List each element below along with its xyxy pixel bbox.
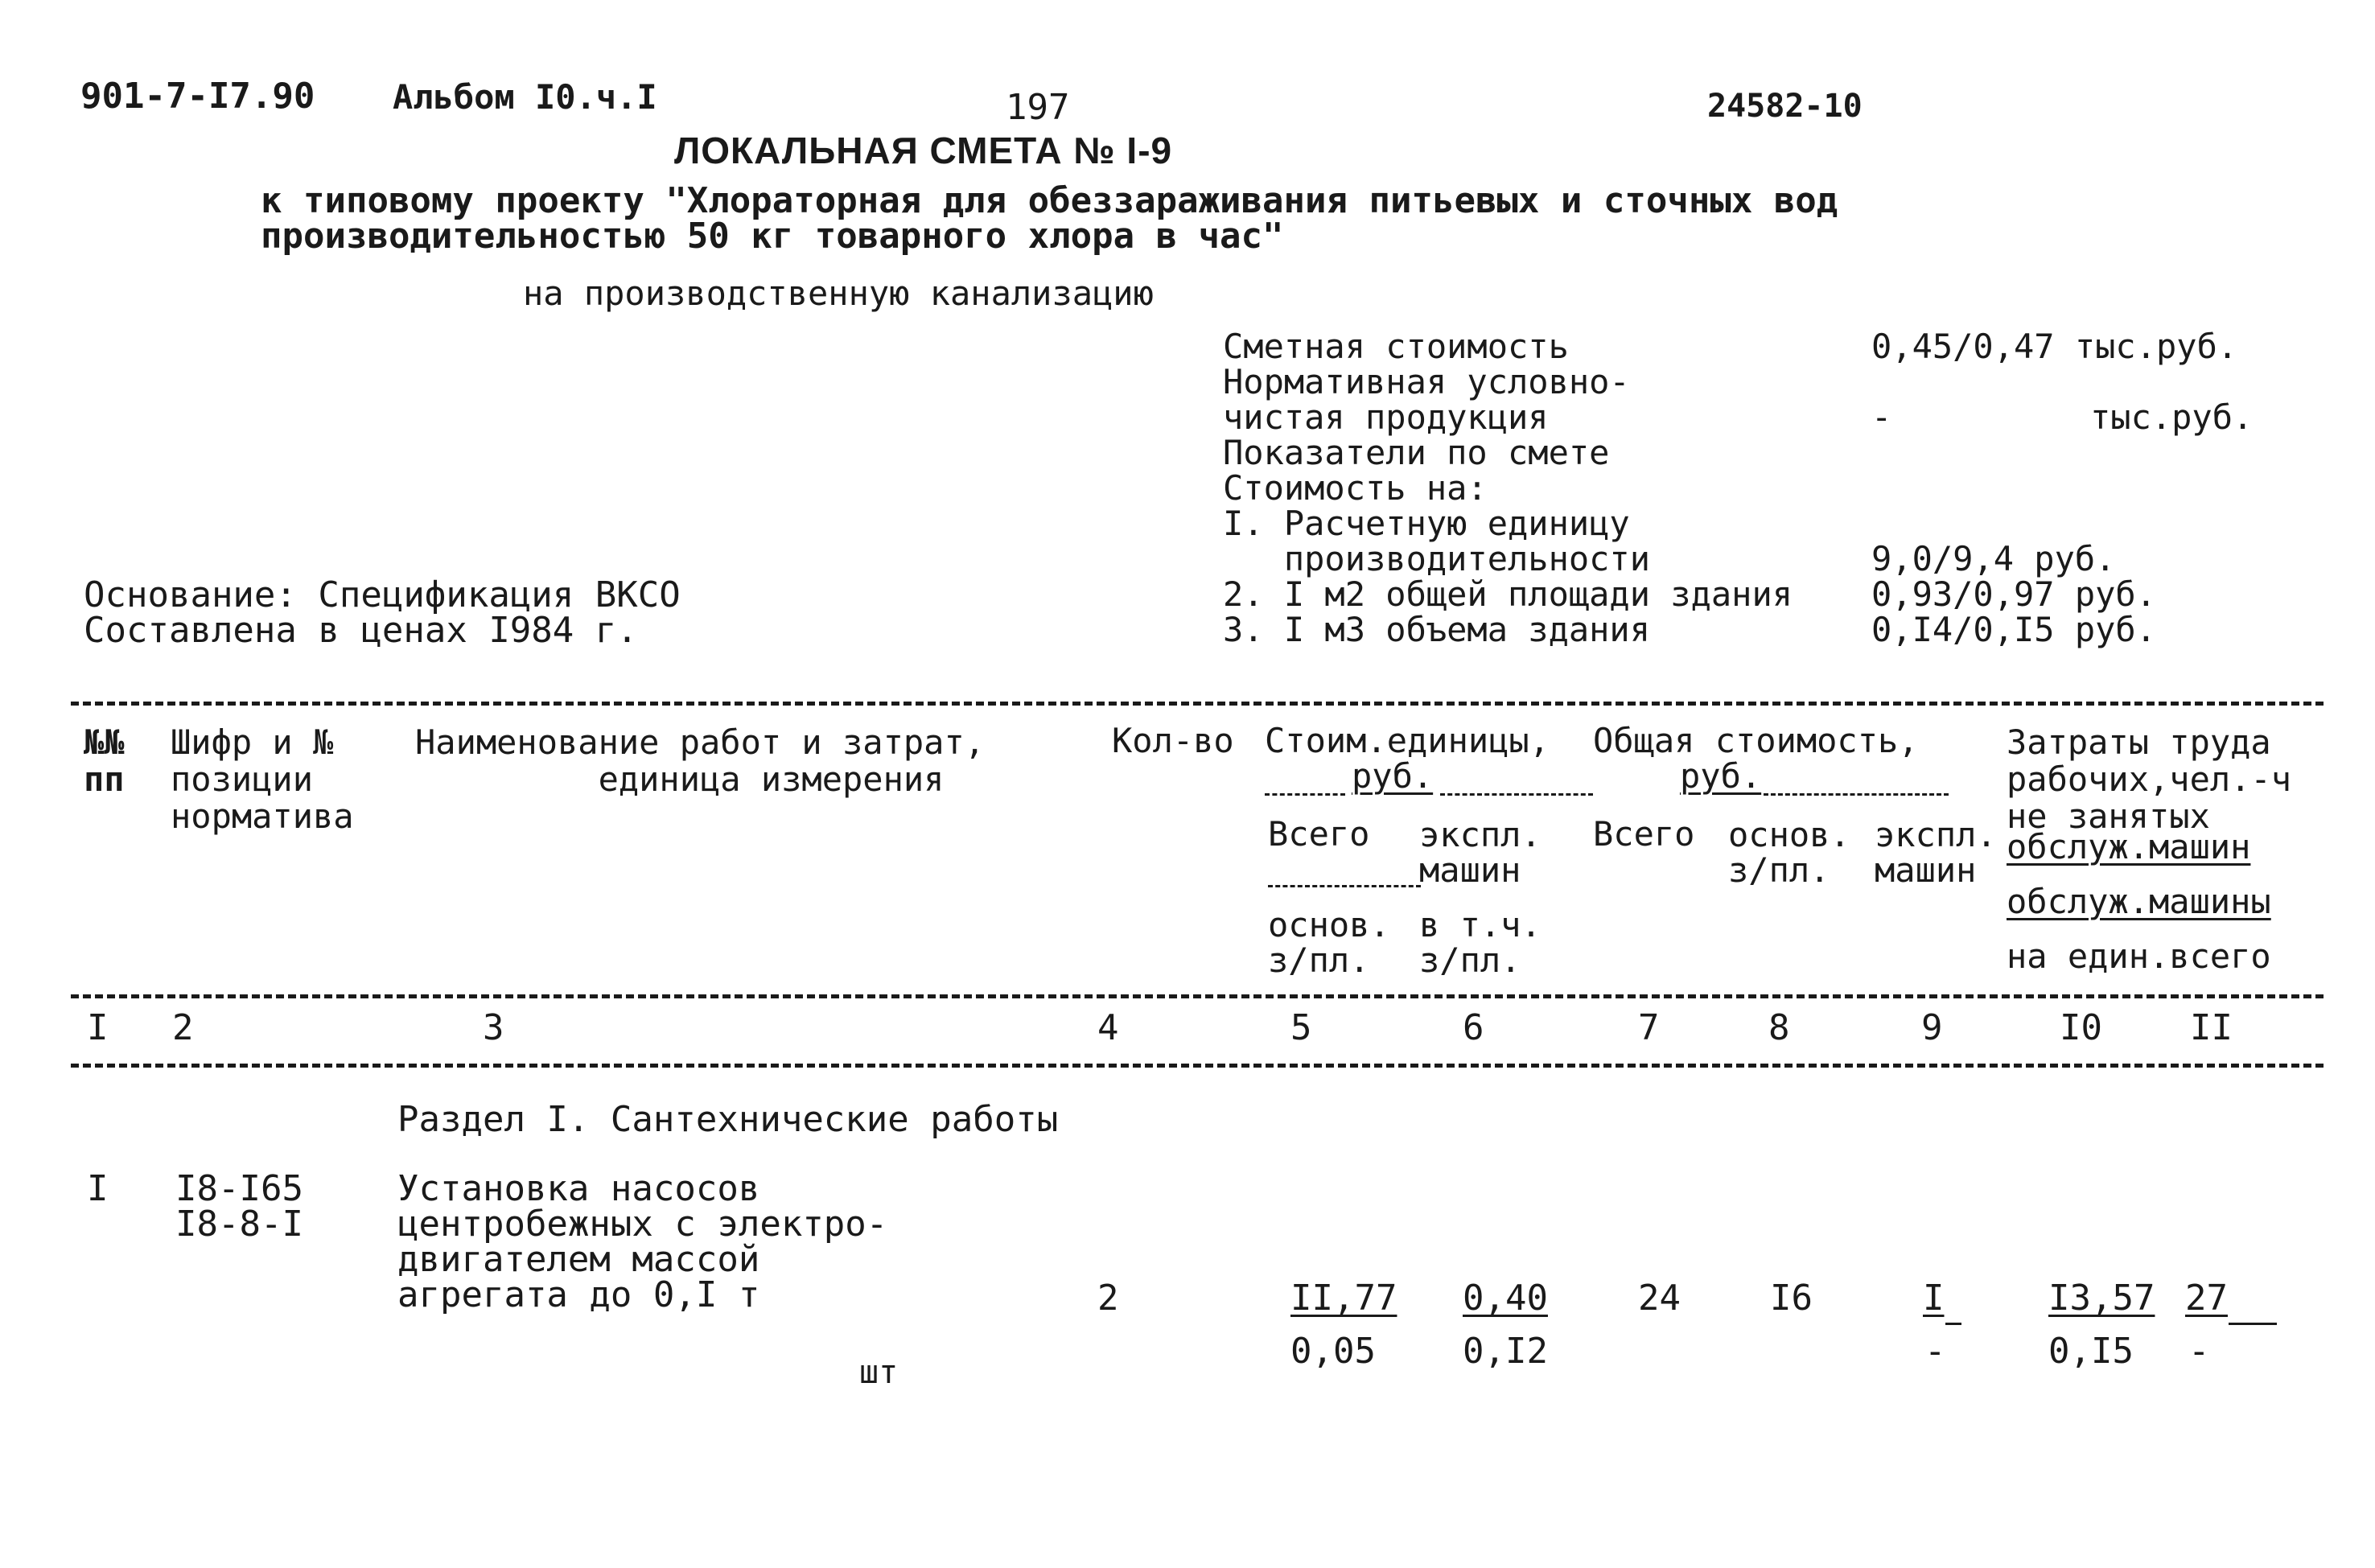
summary-value-volume: 0,I4/0,I5 руб. [1871, 610, 2157, 649]
column-number-3: 3 [483, 1007, 504, 1048]
header-col6-incl-wage: в т.ч. з/пл. [1419, 905, 1541, 980]
row-total-base-wage: I6 [1770, 1278, 1813, 1319]
row-total-machines: I [1923, 1278, 1945, 1319]
summary-label-net-product-2: чистая продукция [1223, 397, 1549, 437]
header-col-number: №№ пп [84, 722, 125, 799]
subtitle-line-3: на производственную канализацию [523, 274, 1154, 313]
archive-number: 24582-10 [1707, 88, 1863, 125]
column-number-10: I0 [2060, 1007, 2102, 1048]
summary-label-indicators: Показатели по смете [1223, 433, 1610, 472]
header-unit-cost-rub: руб. [1352, 756, 1434, 796]
summary-label-net-product-1: Нормативная условно- [1223, 362, 1630, 401]
column-number-1: I [87, 1007, 109, 1048]
row-labor-per-unit: I3,57 [2048, 1278, 2155, 1319]
album-label: Альбом I0.ч.I [393, 77, 657, 117]
summary-unit-net-product: тыс.руб. [2090, 397, 2254, 437]
header-labor-sub-1: обслуж.машин [2007, 827, 2251, 866]
summary-label-capacity-1: I. Расчетную единицу [1223, 504, 1630, 543]
row-total-machines-underline-tail [1945, 1323, 1961, 1325]
column-number-7: 7 [1638, 1007, 1660, 1048]
basis-line-1: Основание: Спецификация ВКСО [84, 574, 681, 615]
header-col7-total: Всего [1593, 814, 1695, 854]
row-total-cost: 24 [1638, 1278, 1681, 1319]
column-number-2: 2 [172, 1007, 194, 1048]
summary-label-capacity-2: производительности [1223, 539, 1651, 578]
row-unit: шт [859, 1354, 899, 1391]
header-col5-dash [1268, 885, 1421, 887]
header-unit-cost-dash-left [1265, 793, 1345, 796]
header-total-cost-dash [1764, 793, 1949, 796]
page-title: ЛОКАЛЬНАЯ СМЕТА № I-9 [674, 130, 1173, 171]
summary-label-area: 2. I м2 общей площади здания [1223, 574, 1793, 614]
header-col8-base-wage: основ. з/пл. [1728, 815, 1850, 890]
subtitle-line-2: производительностью 50 кг товарного хлора в час" [261, 216, 1284, 257]
row-norm-code: I8-I65 I8-8-I [175, 1168, 303, 1245]
column-numbers-bottom-rule [71, 1064, 2324, 1068]
row-number: I [87, 1168, 109, 1209]
summary-value-net-product: - [1871, 397, 1892, 437]
header-total-cost-rub: руб. [1680, 756, 1762, 796]
column-number-6: 6 [1463, 1007, 1484, 1048]
row-labor-total: 27 [2185, 1278, 2228, 1319]
header-labor-sub-3: на един.всего [2007, 936, 2271, 976]
row-quantity: 2 [1097, 1278, 1119, 1319]
column-number-4: 4 [1097, 1007, 1119, 1048]
header-labor: Затраты труда рабочих,чел.-ч не занятых [2007, 722, 2292, 836]
header-total-cost: Общая стоимость, [1593, 721, 1919, 760]
column-number-5: 5 [1290, 1007, 1312, 1048]
summary-value-area: 0,93/0,97 руб. [1871, 574, 2157, 614]
header-col-qty: Кол-во [1112, 721, 1234, 760]
row-work-name: Установка насосов центробежных с электро- двигателем массой агрегата до 0,I т [397, 1168, 888, 1315]
table-top-rule [71, 702, 2324, 706]
summary-label-estimated-cost: Сметная стоимость [1223, 327, 1569, 366]
header-col-name: Наименование работ и затрат, единица измерения [415, 722, 986, 799]
row-unit-base-wage: 0,05 [1290, 1331, 1376, 1372]
subtitle-line-1: к типовому проекту "Хлораторная для обеззараживания питьевых и сточных вод [261, 180, 1838, 221]
section-title: Раздел I. Сантехнические работы [397, 1099, 1059, 1140]
summary-value-estimated-cost: 0,45/0,47 тыс.руб. [1871, 327, 2238, 366]
summary-value-capacity: 9,0/9,4 руб. [1871, 539, 2116, 578]
header-col5-base-wage: основ. з/пл. [1268, 905, 1390, 980]
column-number-9: 9 [1921, 1007, 1943, 1048]
document-code: 901-7-I7.90 [80, 76, 315, 117]
column-numbers-top-rule [71, 994, 2324, 998]
row-unit-machine-wage: 0,I2 [1463, 1331, 1548, 1372]
row-labor-total-underline-tail [2229, 1323, 2277, 1325]
row-total-machines-wage: - [1924, 1331, 1946, 1372]
header-col5-total: Всего [1268, 814, 1370, 854]
header-unit-cost-dash-right [1440, 793, 1593, 796]
header-unit-cost: Стоим.единицы, [1265, 721, 1550, 760]
header-col6-machines: экспл. машин [1419, 815, 1541, 890]
basis-line-2: Составлена в ценах I984 г. [84, 610, 638, 651]
summary-label-cost-on: Стоимость на: [1223, 468, 1488, 508]
row-unit-cost-machines: 0,40 [1463, 1278, 1548, 1319]
page-number: 197 [1006, 87, 1070, 128]
header-labor-sub-2: обслуж.машины [2007, 882, 2271, 921]
row-unit-cost-total: II,77 [1290, 1278, 1397, 1319]
row-labor-machine-per-unit: 0,I5 [2048, 1331, 2134, 1372]
column-number-11: II [2190, 1007, 2233, 1048]
row-labor-machine-total: - [2188, 1331, 2210, 1372]
header-col9-machines: экспл. машин [1875, 815, 1997, 890]
summary-label-volume: 3. I м3 объема здания [1223, 610, 1651, 649]
column-number-8: 8 [1768, 1007, 1790, 1048]
header-col-code: Шифр и № позиции норматива [171, 722, 354, 836]
